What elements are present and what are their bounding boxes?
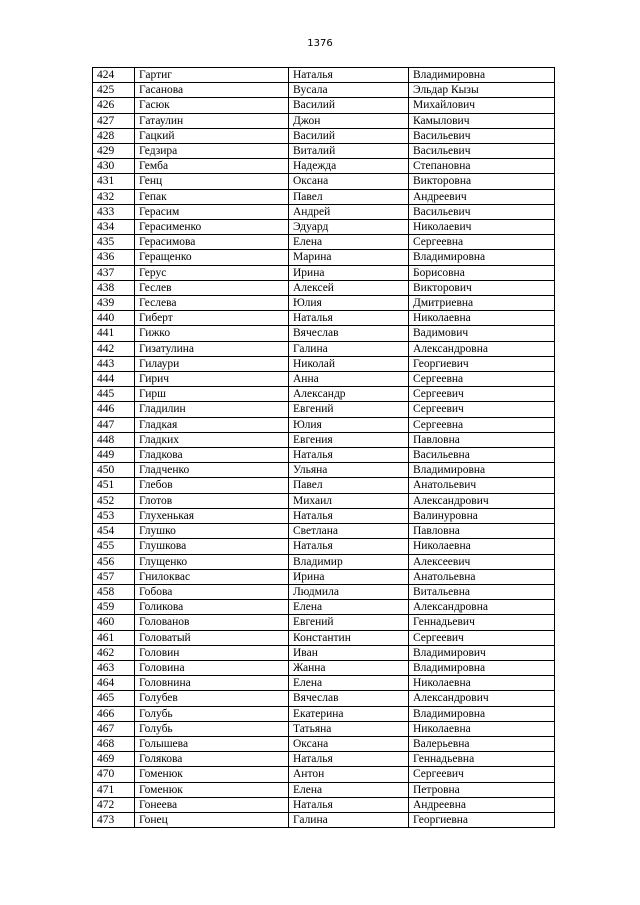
- patronymic-cell: Александровна: [409, 600, 555, 615]
- table-row: [93, 767, 555, 782]
- patronymic-cell: Сергеевна: [409, 417, 555, 432]
- table-row: [93, 250, 555, 265]
- last-name-cell: Головнина: [135, 676, 289, 691]
- patronymic-cell: Владимировна: [409, 706, 555, 721]
- patronymic-cell: Владимировна: [409, 250, 555, 265]
- last-name-cell: Гирич: [135, 372, 289, 387]
- first-name-cell: Джон: [289, 113, 409, 128]
- row-number-cell: 465: [93, 691, 135, 706]
- patronymic-cell: Александровна: [409, 341, 555, 356]
- first-name-cell: Надежда: [289, 159, 409, 174]
- first-name-cell: Наталья: [289, 752, 409, 767]
- table-row: [93, 508, 555, 523]
- row-number-cell: 468: [93, 736, 135, 751]
- last-name-cell: Голикова: [135, 600, 289, 615]
- row-number-cell: 457: [93, 569, 135, 584]
- first-name-cell: Наталья: [289, 539, 409, 554]
- last-name-cell: Гоменюк: [135, 782, 289, 797]
- patronymic-cell: Николаевич: [409, 220, 555, 235]
- first-name-cell: Николай: [289, 356, 409, 371]
- table-row: [93, 676, 555, 691]
- row-number-cell: 472: [93, 797, 135, 812]
- last-name-cell: Гедзира: [135, 144, 289, 159]
- row-number-cell: 443: [93, 356, 135, 371]
- table-row: [93, 265, 555, 280]
- table-row: [93, 524, 555, 539]
- first-name-cell: Марина: [289, 250, 409, 265]
- patronymic-cell: Николаевна: [409, 311, 555, 326]
- first-name-cell: Елена: [289, 676, 409, 691]
- last-name-cell: Гатаулин: [135, 113, 289, 128]
- table-row: [93, 752, 555, 767]
- table-row: [93, 478, 555, 493]
- last-name-cell: Голубь: [135, 706, 289, 721]
- first-name-cell: Оксана: [289, 174, 409, 189]
- table-row: [93, 432, 555, 447]
- table-row: [93, 280, 555, 295]
- row-number-cell: 463: [93, 660, 135, 675]
- first-name-cell: Евгений: [289, 402, 409, 417]
- last-name-cell: Голованов: [135, 615, 289, 630]
- last-name-cell: Глухенькая: [135, 508, 289, 523]
- row-number-cell: 470: [93, 767, 135, 782]
- first-name-cell: Екатерина: [289, 706, 409, 721]
- table-row: [93, 600, 555, 615]
- first-name-cell: Андрей: [289, 204, 409, 219]
- name-table-body: [93, 68, 555, 828]
- last-name-cell: Геращенко: [135, 250, 289, 265]
- first-name-cell: Наталья: [289, 508, 409, 523]
- patronymic-cell: Вадимович: [409, 326, 555, 341]
- row-number-cell: 435: [93, 235, 135, 250]
- patronymic-cell: Владимировна: [409, 660, 555, 675]
- table-row: [93, 615, 555, 630]
- last-name-cell: Глебов: [135, 478, 289, 493]
- patronymic-cell: Анатольевич: [409, 478, 555, 493]
- first-name-cell: Константин: [289, 630, 409, 645]
- last-name-cell: Гладченко: [135, 463, 289, 478]
- last-name-cell: Гладкая: [135, 417, 289, 432]
- last-name-cell: Головина: [135, 660, 289, 675]
- row-number-cell: 464: [93, 676, 135, 691]
- table-row: [93, 539, 555, 554]
- last-name-cell: Гладкова: [135, 448, 289, 463]
- patronymic-cell: Петровна: [409, 782, 555, 797]
- last-name-cell: Глотов: [135, 493, 289, 508]
- patronymic-cell: Павловна: [409, 524, 555, 539]
- last-name-cell: Глушко: [135, 524, 289, 539]
- table-row: [93, 463, 555, 478]
- row-number-cell: 445: [93, 387, 135, 402]
- patronymic-cell: Владимирович: [409, 645, 555, 660]
- first-name-cell: Вусала: [289, 83, 409, 98]
- first-name-cell: Галина: [289, 812, 409, 827]
- row-number-cell: 449: [93, 448, 135, 463]
- last-name-cell: Голякова: [135, 752, 289, 767]
- table-row: [93, 113, 555, 128]
- patronymic-cell: Геннадьевна: [409, 752, 555, 767]
- table-row: [93, 812, 555, 827]
- row-number-cell: 466: [93, 706, 135, 721]
- row-number-cell: 471: [93, 782, 135, 797]
- table-row: [93, 128, 555, 143]
- table-row: [93, 204, 555, 219]
- last-name-cell: Герасим: [135, 204, 289, 219]
- patronymic-cell: Сергеевна: [409, 235, 555, 250]
- first-name-cell: Ульяна: [289, 463, 409, 478]
- table-row: [93, 159, 555, 174]
- row-number-cell: 433: [93, 204, 135, 219]
- row-number-cell: 425: [93, 83, 135, 98]
- patronymic-cell: Валерьевна: [409, 736, 555, 751]
- last-name-cell: Гонец: [135, 812, 289, 827]
- row-number-cell: 424: [93, 68, 135, 83]
- first-name-cell: Виталий: [289, 144, 409, 159]
- table-row: [93, 174, 555, 189]
- first-name-cell: Елена: [289, 600, 409, 615]
- table-row: [93, 691, 555, 706]
- table-row: [93, 311, 555, 326]
- table-row: [93, 782, 555, 797]
- row-number-cell: 438: [93, 280, 135, 295]
- patronymic-cell: Николаевна: [409, 539, 555, 554]
- first-name-cell: Наталья: [289, 68, 409, 83]
- patronymic-cell: Эльдар Кызы: [409, 83, 555, 98]
- table-row: [93, 645, 555, 660]
- first-name-cell: Антон: [289, 767, 409, 782]
- last-name-cell: Гижко: [135, 326, 289, 341]
- last-name-cell: Гепак: [135, 189, 289, 204]
- first-name-cell: Ирина: [289, 569, 409, 584]
- last-name-cell: Геслев: [135, 280, 289, 295]
- first-name-cell: Ирина: [289, 265, 409, 280]
- last-name-cell: Гасюк: [135, 98, 289, 113]
- row-number-cell: 454: [93, 524, 135, 539]
- patronymic-cell: Дмитриевна: [409, 296, 555, 311]
- table-row: [93, 356, 555, 371]
- last-name-cell: Глушкова: [135, 539, 289, 554]
- patronymic-cell: Николаевна: [409, 676, 555, 691]
- first-name-cell: Евгений: [289, 615, 409, 630]
- table-row: [93, 220, 555, 235]
- first-name-cell: Вячеслав: [289, 691, 409, 706]
- last-name-cell: Глущенко: [135, 554, 289, 569]
- patronymic-cell: Андреевич: [409, 189, 555, 204]
- last-name-cell: Герасимова: [135, 235, 289, 250]
- patronymic-cell: Георгиевна: [409, 812, 555, 827]
- table-row: [93, 797, 555, 812]
- patronymic-cell: Камылович: [409, 113, 555, 128]
- first-name-cell: Павел: [289, 189, 409, 204]
- table-row: [93, 660, 555, 675]
- table-row: [93, 83, 555, 98]
- table-row: [93, 68, 555, 83]
- patronymic-cell: Владимировна: [409, 68, 555, 83]
- row-number-cell: 444: [93, 372, 135, 387]
- last-name-cell: Геслева: [135, 296, 289, 311]
- patronymic-cell: Борисовна: [409, 265, 555, 280]
- patronymic-cell: Витальевна: [409, 584, 555, 599]
- table-row: [93, 189, 555, 204]
- row-number-cell: 459: [93, 600, 135, 615]
- row-number-cell: 432: [93, 189, 135, 204]
- row-number-cell: 461: [93, 630, 135, 645]
- last-name-cell: Гацкий: [135, 128, 289, 143]
- patronymic-cell: Анатольевна: [409, 569, 555, 584]
- first-name-cell: Михаил: [289, 493, 409, 508]
- row-number-cell: 426: [93, 98, 135, 113]
- row-number-cell: 448: [93, 432, 135, 447]
- row-number-cell: 455: [93, 539, 135, 554]
- row-number-cell: 460: [93, 615, 135, 630]
- patronymic-cell: Викторович: [409, 280, 555, 295]
- patronymic-cell: Васильевич: [409, 144, 555, 159]
- last-name-cell: Гладких: [135, 432, 289, 447]
- first-name-cell: Елена: [289, 782, 409, 797]
- row-number-cell: 428: [93, 128, 135, 143]
- patronymic-cell: Васильевич: [409, 204, 555, 219]
- table-row: [93, 326, 555, 341]
- row-number-cell: 436: [93, 250, 135, 265]
- last-name-cell: Гасанова: [135, 83, 289, 98]
- table-row: [93, 448, 555, 463]
- first-name-cell: Юлия: [289, 417, 409, 432]
- last-name-cell: Гизатулина: [135, 341, 289, 356]
- row-number-cell: 467: [93, 721, 135, 736]
- patronymic-cell: Васильевна: [409, 448, 555, 463]
- table-row: [93, 736, 555, 751]
- table-row: [93, 402, 555, 417]
- last-name-cell: Гоменюк: [135, 767, 289, 782]
- last-name-cell: Гиберт: [135, 311, 289, 326]
- table-row: [93, 417, 555, 432]
- first-name-cell: Павел: [289, 478, 409, 493]
- first-name-cell: Жанна: [289, 660, 409, 675]
- patronymic-cell: Сергеевич: [409, 402, 555, 417]
- row-number-cell: 450: [93, 463, 135, 478]
- last-name-cell: Гобова: [135, 584, 289, 599]
- row-number-cell: 442: [93, 341, 135, 356]
- last-name-cell: Головатый: [135, 630, 289, 645]
- last-name-cell: Гемба: [135, 159, 289, 174]
- patronymic-cell: Михайлович: [409, 98, 555, 113]
- table-row: [93, 98, 555, 113]
- patronymic-cell: Сергеевич: [409, 767, 555, 782]
- patronymic-cell: Сергеевич: [409, 630, 555, 645]
- first-name-cell: Наталья: [289, 797, 409, 812]
- first-name-cell: Эдуард: [289, 220, 409, 235]
- first-name-cell: Алексей: [289, 280, 409, 295]
- row-number-cell: 440: [93, 311, 135, 326]
- row-number-cell: 451: [93, 478, 135, 493]
- first-name-cell: Анна: [289, 372, 409, 387]
- last-name-cell: Генц: [135, 174, 289, 189]
- first-name-cell: Светлана: [289, 524, 409, 539]
- row-number-cell: 447: [93, 417, 135, 432]
- row-number-cell: 439: [93, 296, 135, 311]
- table-row: [93, 569, 555, 584]
- row-number-cell: 469: [93, 752, 135, 767]
- first-name-cell: Вячеслав: [289, 326, 409, 341]
- last-name-cell: Голышева: [135, 736, 289, 751]
- row-number-cell: 458: [93, 584, 135, 599]
- first-name-cell: Евгения: [289, 432, 409, 447]
- table-row: [93, 387, 555, 402]
- row-number-cell: 430: [93, 159, 135, 174]
- last-name-cell: Гонеева: [135, 797, 289, 812]
- last-name-cell: Головин: [135, 645, 289, 660]
- last-name-cell: Герус: [135, 265, 289, 280]
- patronymic-cell: Андреевна: [409, 797, 555, 812]
- patronymic-cell: Сергеевич: [409, 387, 555, 402]
- patronymic-cell: Васильевич: [409, 128, 555, 143]
- patronymic-cell: Геннадьевич: [409, 615, 555, 630]
- first-name-cell: Наталья: [289, 448, 409, 463]
- first-name-cell: Наталья: [289, 311, 409, 326]
- row-number-cell: 437: [93, 265, 135, 280]
- row-number-cell: 473: [93, 812, 135, 827]
- last-name-cell: Голубев: [135, 691, 289, 706]
- row-number-cell: 431: [93, 174, 135, 189]
- first-name-cell: Юлия: [289, 296, 409, 311]
- first-name-cell: Елена: [289, 235, 409, 250]
- patronymic-cell: Викторовна: [409, 174, 555, 189]
- first-name-cell: Галина: [289, 341, 409, 356]
- last-name-cell: Гладилин: [135, 402, 289, 417]
- table-row: [93, 296, 555, 311]
- first-name-cell: Людмила: [289, 584, 409, 599]
- table-row: [93, 630, 555, 645]
- table-row: [93, 144, 555, 159]
- first-name-cell: Василий: [289, 128, 409, 143]
- row-number-cell: 429: [93, 144, 135, 159]
- row-number-cell: 427: [93, 113, 135, 128]
- last-name-cell: Герасименко: [135, 220, 289, 235]
- first-name-cell: Татьяна: [289, 721, 409, 736]
- patronymic-cell: Валинуровна: [409, 508, 555, 523]
- table-row: [93, 584, 555, 599]
- patronymic-cell: Александрович: [409, 691, 555, 706]
- last-name-cell: Гилаури: [135, 356, 289, 371]
- patronymic-cell: Сергеевна: [409, 372, 555, 387]
- first-name-cell: Оксана: [289, 736, 409, 751]
- row-number-cell: 452: [93, 493, 135, 508]
- last-name-cell: Гирш: [135, 387, 289, 402]
- patronymic-cell: Георгиевич: [409, 356, 555, 371]
- table-row: [93, 721, 555, 736]
- patronymic-cell: Николаевна: [409, 721, 555, 736]
- table-row: [93, 372, 555, 387]
- row-number-cell: 441: [93, 326, 135, 341]
- first-name-cell: Александр: [289, 387, 409, 402]
- table-row: [93, 493, 555, 508]
- row-number-cell: 462: [93, 645, 135, 660]
- last-name-cell: Голубь: [135, 721, 289, 736]
- first-name-cell: Василий: [289, 98, 409, 113]
- table-row: [93, 554, 555, 569]
- row-number-cell: 446: [93, 402, 135, 417]
- table-row: [93, 235, 555, 250]
- table-row: [93, 341, 555, 356]
- patronymic-cell: Павловна: [409, 432, 555, 447]
- row-number-cell: 434: [93, 220, 135, 235]
- first-name-cell: Иван: [289, 645, 409, 660]
- table-row: [93, 706, 555, 721]
- last-name-cell: Гартиг: [135, 68, 289, 83]
- first-name-cell: Владимир: [289, 554, 409, 569]
- row-number-cell: 453: [93, 508, 135, 523]
- name-table: [92, 67, 555, 828]
- last-name-cell: Гнилоквас: [135, 569, 289, 584]
- patronymic-cell: Владимировна: [409, 463, 555, 478]
- patronymic-cell: Алексеевич: [409, 554, 555, 569]
- patronymic-cell: Александрович: [409, 493, 555, 508]
- page-number: 1376: [307, 38, 333, 49]
- patronymic-cell: Степановна: [409, 159, 555, 174]
- row-number-cell: 456: [93, 554, 135, 569]
